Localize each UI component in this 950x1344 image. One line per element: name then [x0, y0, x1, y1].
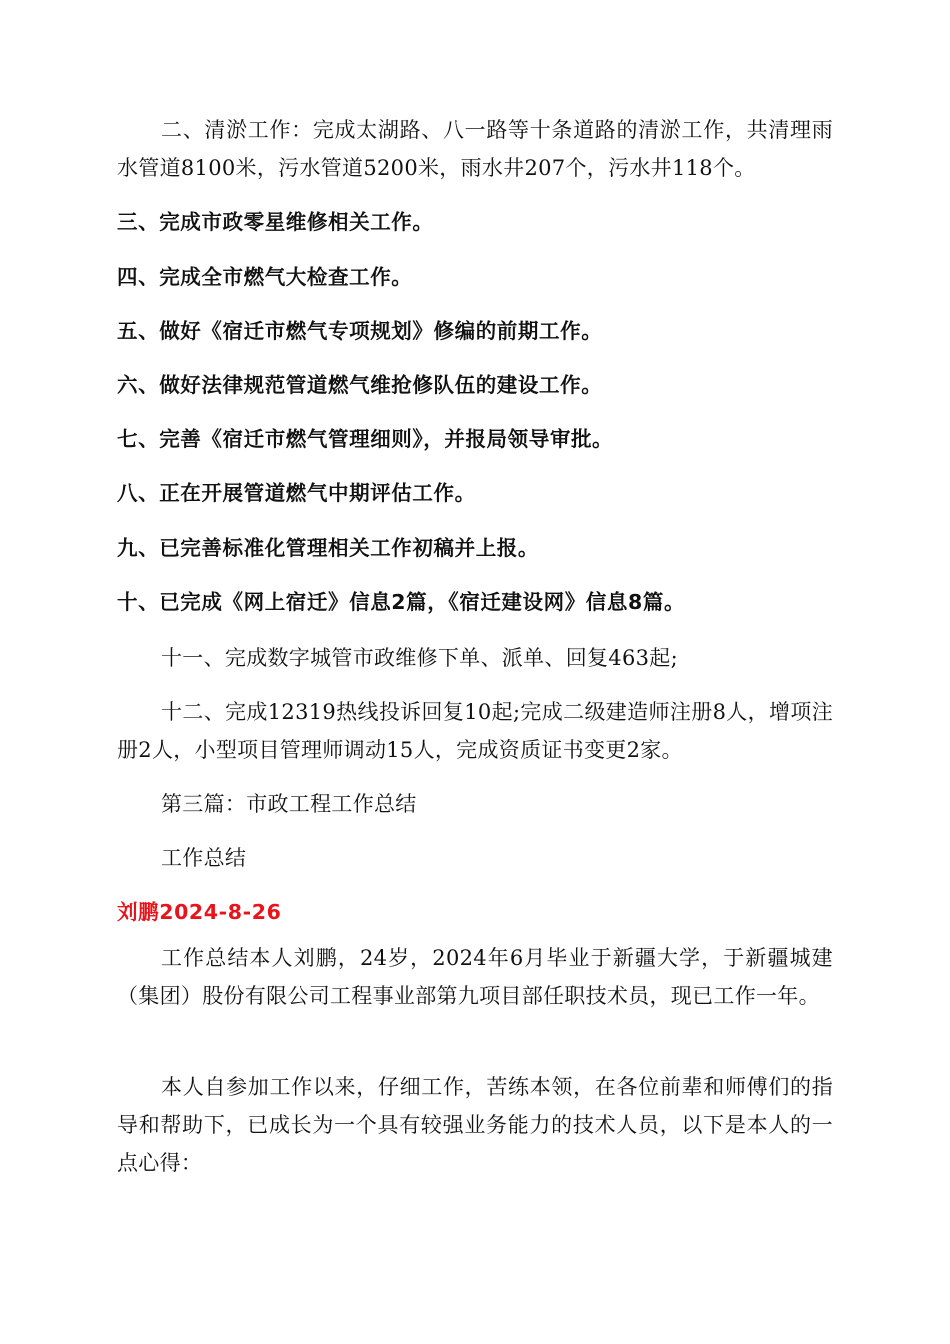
- item-10: 十、已完成《网上宿迁》信息2篇，《宿迁建设网》信息8篇。: [117, 590, 686, 614]
- author-date: 刘鹏2024-8-26: [117, 900, 282, 924]
- summary-heading: 工作总结: [161, 846, 247, 870]
- item-7: 七、完善《宿迁市燃气管理细则》，并报局领导审批。: [117, 427, 614, 451]
- intro-paragraph: 工作总结本人刘鹏，24岁，2024年6月毕业于新疆大学，于新疆城建（集团）股份有限公司工程事业部第九项目部任职技术员，现已工作一年。: [117, 946, 833, 1008]
- section-heading: 第三篇：市政工程工作总结: [161, 792, 417, 816]
- paragraph-dredging: 二、清淤工作：完成太湖路、八一路等十条道路的清淤工作，共清理雨水管道8100米，污水管道5200米，雨水井207个，污水井118个。: [117, 118, 833, 180]
- item-12: 十二、完成12319热线投诉回复10起;完成二级建造师注册8人，增项注册2人，小型项目管理师调动15人，完成资质证书变更2家。: [117, 700, 833, 762]
- item-3: 三、完成市政零星维修相关工作。: [117, 210, 434, 234]
- item-9: 九、已完善标准化管理相关工作初稿并上报。: [117, 536, 539, 560]
- item-11: 十一、完成数字城管市政维修下单、派单、回复463起;: [161, 646, 678, 670]
- item-4: 四、完成全市燃气大检查工作。: [117, 265, 413, 289]
- experience-paragraph: 本人自参加工作以来，仔细工作，苦练本领，在各位前辈和师傅们的指导和帮助下，已成长为一个具有较强业务能力的技术人员，以下是本人的一点心得：: [117, 1075, 833, 1175]
- item-6: 六、做好法律规范管道燃气维抢修队伍的建设工作。: [117, 373, 603, 397]
- item-8: 八、正在开展管道燃气中期评估工作。: [117, 481, 476, 505]
- item-5: 五、做好《宿迁市燃气专项规划》修编的前期工作。: [117, 319, 603, 343]
